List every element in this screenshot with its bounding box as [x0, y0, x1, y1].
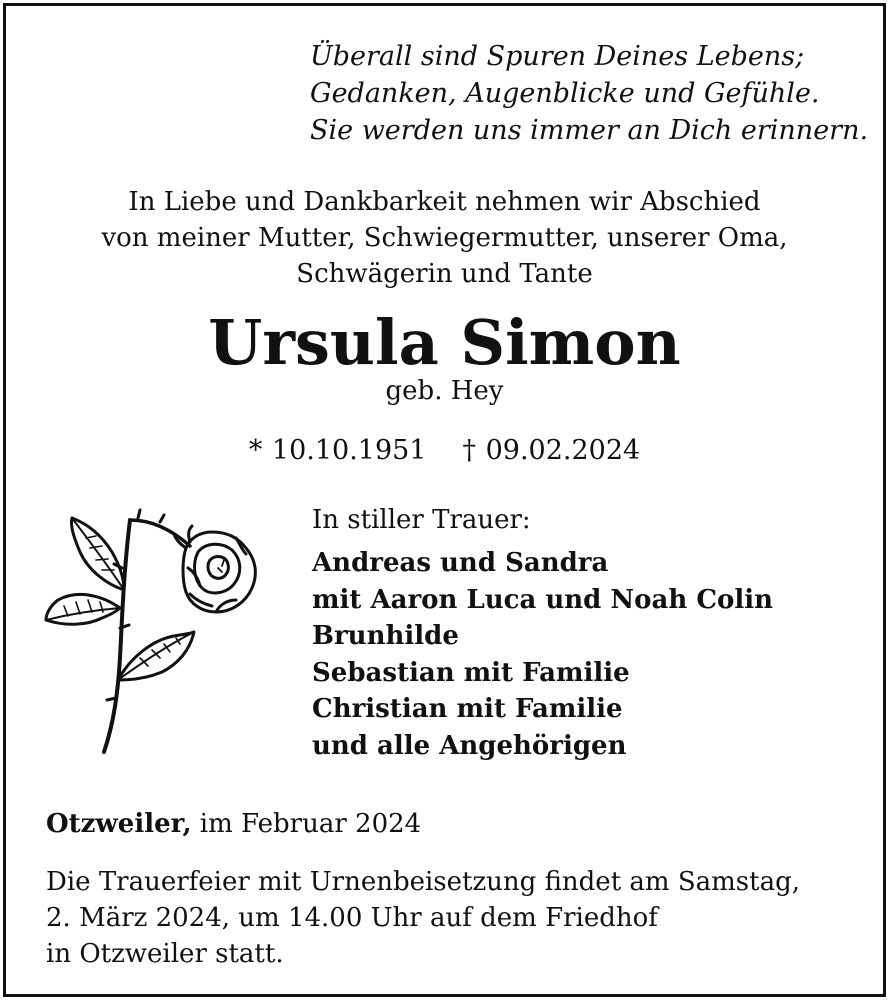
intro-line: Schwägerin und Tante	[296, 259, 593, 289]
death-date: † 09.02.2024	[462, 435, 641, 466]
funeral-line: Die Trauerfeier mit Urnenbeisetzung findet am Samstag,	[46, 867, 800, 897]
poem-line: Überall sind Spuren Deines Lebens;	[310, 41, 805, 72]
mourners-list	[312, 545, 773, 765]
place-name: Otzweiler,	[46, 809, 192, 839]
poem	[310, 38, 868, 149]
birth-date: * 10.10.1951	[248, 435, 427, 466]
poem-line: Sie werden uns immer an Dich erinnern.	[310, 115, 869, 146]
place-date	[46, 806, 421, 842]
rose-icon	[40, 508, 260, 760]
mourner-item: und alle Angehörigen	[312, 730, 627, 761]
deceased-name: Ursula Simon	[208, 306, 681, 379]
maiden-name: geb. Hey	[385, 376, 504, 406]
life-dates	[0, 433, 889, 469]
funeral-info	[46, 864, 800, 972]
obituary-frame	[3, 3, 886, 997]
intro-text	[0, 184, 889, 292]
mourners-label: In stiller Trauer:	[312, 505, 531, 535]
mourner-item: Andreas und Sandra	[312, 548, 609, 578]
mourner-item: Brunhilde	[312, 621, 459, 652]
intro-line: von meiner Mutter, Schwiegermutter, unserer Oma,	[101, 223, 788, 253]
funeral-line: in Otzweiler statt.	[46, 939, 284, 969]
mourner-item: Sebastian mit Familie	[312, 657, 630, 688]
poem-line: Gedanken, Augenblicke und Gefühle.	[310, 78, 820, 109]
announcement-date: im Februar 2024	[199, 809, 422, 839]
mourner-item: Christian mit Familie	[312, 694, 623, 725]
intro-line: In Liebe und Dankbarkeit nehmen wir Abschied	[128, 187, 761, 217]
mourner-item: mit Aaron Luca und Noah Colin	[312, 584, 774, 615]
funeral-line: 2. März 2024, um 14.00 Uhr auf dem Friedhof	[46, 903, 658, 933]
